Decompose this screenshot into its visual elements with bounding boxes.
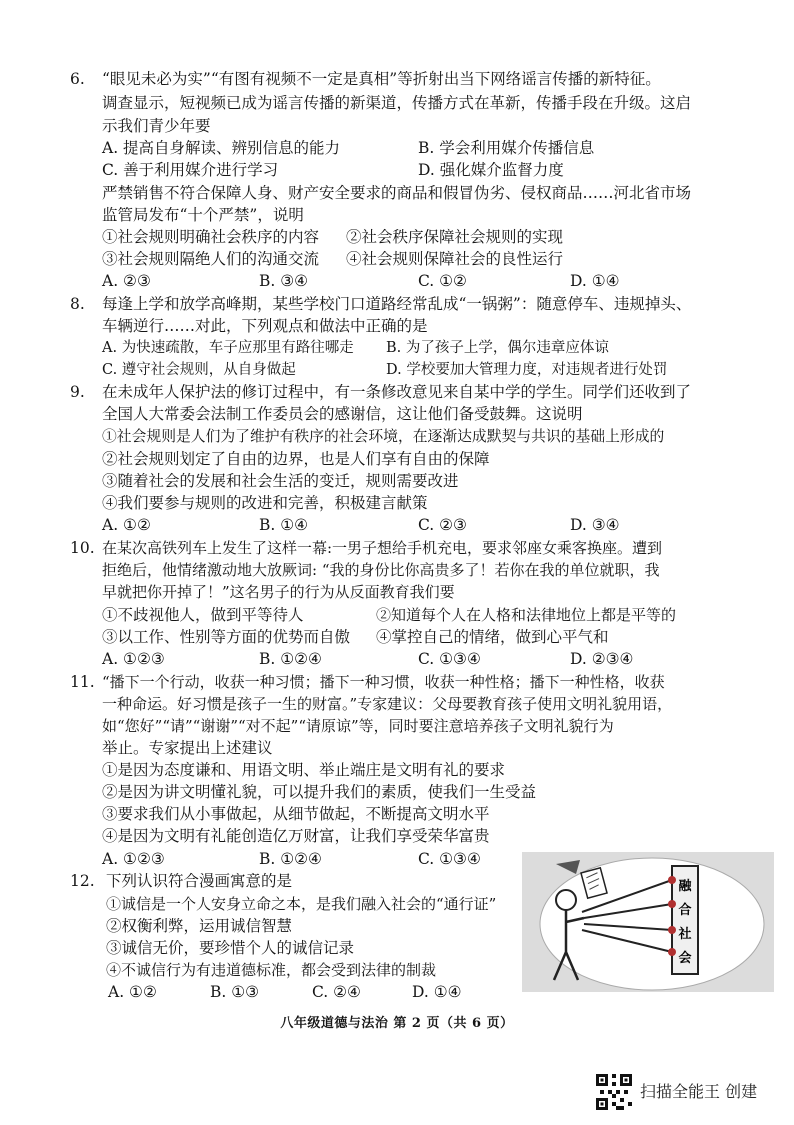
answer-option: D. ②③④ bbox=[570, 650, 634, 668]
statement: ③以工作、性别等方面的优势而自傲 bbox=[102, 628, 351, 646]
question-stem-line: 在未成年人保护法的修订过程中，有一条修改意见来自某中学的学生。同学们还收到了 bbox=[102, 383, 692, 401]
answer-option: D. 学校要加大管理力度，对违规者进行处罚 bbox=[386, 362, 668, 378]
answer-option: B. ①②④ bbox=[259, 850, 322, 868]
answer-option: C. 善于利用媒介进行学习 bbox=[102, 161, 279, 179]
answer-option: D. ①④ bbox=[412, 983, 462, 1001]
answer-option: C. 遵守社会规则，从自身做起 bbox=[102, 362, 296, 378]
question-stem-line: 监管局发布“十个严禁”，说明 bbox=[102, 206, 304, 224]
question-stem-line: “播下一个行动，收获一种习惯；播下一种习惯，收获一种性格；播下一种性格，收获 bbox=[102, 673, 665, 691]
question-number: 9. bbox=[70, 383, 85, 401]
question-stem-line: 在某次高铁列车上发生了这样一幕:一男子想给手机充电，要求邻座女乘客换座。遭到 bbox=[102, 539, 663, 557]
answer-option: B. ①④ bbox=[259, 516, 309, 534]
sign-char: 合 bbox=[678, 903, 692, 918]
statement: ①是因为态度谦和、用语文明、举止端庄是文明有礼的要求 bbox=[102, 761, 506, 779]
question-number: 6. bbox=[70, 70, 85, 88]
answer-option: A. ①②③ bbox=[102, 850, 165, 868]
sign-char: 会 bbox=[678, 951, 692, 966]
sign-char: 社 bbox=[678, 927, 692, 942]
question-stem-line: 一种命运。好习惯是孩子一生的财富。”专家建议：父母要教育孩子使用文明礼貌用语， bbox=[102, 695, 673, 713]
question-stem-line: 调查显示，短视频已成为谣言传播的新渠道，传播方式在革新，传播手段在升级。这启 bbox=[102, 94, 692, 112]
answer-option: C. ②④ bbox=[312, 983, 361, 1001]
statement: ②是因为讲文明懂礼貌，可以提升我们的素质，使我们一生受益 bbox=[102, 783, 537, 801]
question-stem-line: 车辆逆行……对此，下列观点和做法中正确的是 bbox=[102, 317, 428, 335]
answer-option: B. 学会利用媒介传播信息 bbox=[418, 139, 595, 157]
answer-option: A. 提高自身解读、辨别信息的能力 bbox=[102, 139, 341, 157]
answer-option: C. ①③④ bbox=[418, 850, 481, 868]
question-number: 12. bbox=[70, 872, 95, 890]
answer-option: C. ②③ bbox=[418, 516, 467, 534]
scanner-watermark: 扫描全能王 创建 bbox=[640, 1082, 758, 1101]
answer-option: C. ①③④ bbox=[418, 650, 481, 668]
question-stem-line: 每逢上学和放学高峰期，某些学校门口道路经常乱成“一锅粥”：随意停车、违规掉头、 bbox=[102, 295, 692, 313]
answer-option: A. ②③ bbox=[102, 272, 151, 290]
answer-option: D. ①④ bbox=[570, 272, 620, 290]
statement: ②权衡利弊，运用诚信智慧 bbox=[106, 917, 293, 935]
statement: ④掌控自己的情绪，做到心平气和 bbox=[376, 628, 609, 646]
question-stem-line: 全国人大常委会法制工作委员会的感谢信，这让他们备受鼓舞。这说明 bbox=[102, 405, 583, 423]
question-number: 11. bbox=[70, 673, 95, 691]
statement: ①社会规则明确社会秩序的内容 bbox=[102, 228, 320, 246]
answer-option: B. ①②④ bbox=[259, 650, 322, 668]
answer-option: C. ①② bbox=[418, 272, 467, 290]
question-stem-line: 下列认识符合漫画寓意的是 bbox=[106, 872, 293, 890]
sign-char: 融 bbox=[678, 879, 692, 894]
statement: ④不诚信行为有违道德标准，都会受到法律的制裁 bbox=[106, 961, 437, 979]
statement: ②社会规则划定了自由的边界，也是人们享有自由的保障 bbox=[102, 450, 490, 468]
statement: ①诚信是一个人安身立命之本，是我们融入社会的“通行证” bbox=[106, 895, 497, 913]
statement: ③社会规则隔绝人们的沟通交流 bbox=[102, 250, 320, 268]
statement: ②社会秩序保障社会规则的实现 bbox=[346, 228, 564, 246]
answer-option: B. ③④ bbox=[259, 272, 309, 290]
statement: ①不歧视他人，做到平等待人 bbox=[102, 606, 304, 624]
question-stem-line: 示我们青少年要 bbox=[102, 117, 211, 135]
cartoon-illustration bbox=[522, 852, 774, 992]
question-stem-line: 早就把你开掉了！”这名男子的行为从反面教育我们要 bbox=[102, 583, 455, 601]
answer-option: B. ①③ bbox=[210, 983, 260, 1001]
question-number: 10. bbox=[70, 539, 95, 557]
question-stem-line: 严禁销售不符合保障人身、财产安全要求的商品和假冒伪劣、侵权商品……河北省市场 bbox=[102, 184, 692, 202]
statement: ③随着社会的发展和社会生活的变迁，规则需要改进 bbox=[102, 472, 459, 490]
answer-option: A. ①②③ bbox=[102, 650, 165, 668]
answer-option: A. 为快速疏散，车子应那里有路往哪走 bbox=[102, 340, 354, 356]
answer-option: A. ①② bbox=[102, 516, 151, 534]
answer-option: A. ①② bbox=[108, 983, 157, 1001]
question-stem-line: 拒绝后，他情绪激动地大放厥词: “我的身份比你高贵多了！若你在我的单位就职，我 bbox=[102, 561, 660, 579]
statement: ①社会规则是人们为了维护有秩序的社会环境，在逐渐达成默契与共识的基础上形成的 bbox=[102, 428, 665, 445]
answer-option: D. 强化媒介监督力度 bbox=[418, 161, 564, 179]
statement: ④是因为文明有礼能创造亿万财富，让我们享受荣华富贵 bbox=[102, 827, 490, 845]
question-stem-line: “眼见未必为实”“有图有视频不一定是真相”等折射出当下网络谣言传播的新特征。 bbox=[102, 70, 661, 88]
question-number: 8. bbox=[70, 295, 85, 313]
statement: ③要求我们从小事做起，从细节做起，不断提高文明水平 bbox=[102, 805, 490, 823]
statement: ④社会规则保障社会的良性运行 bbox=[346, 250, 564, 268]
answer-option: D. ③④ bbox=[570, 516, 620, 534]
statement: ④我们要参与规则的改进和完善，积极建言献策 bbox=[102, 494, 428, 512]
qr-code-icon bbox=[596, 1074, 632, 1110]
page-footer: 八年级道德与法治 第 2 页（共 6 页） bbox=[280, 1016, 514, 1031]
question-stem-line: 如“您好”“请”“谢谢”“对不起”“请原谅”等，同时要注意培养孩子文明礼貌行为 bbox=[102, 717, 614, 735]
answer-option: B. 为了孩子上学，偶尔违章应体谅 bbox=[386, 340, 609, 356]
statement: ③诚信无价，要珍惜个人的诚信记录 bbox=[106, 939, 355, 957]
question-stem-line: 举止。专家提出上述建议 bbox=[102, 739, 273, 757]
statement: ②知道每个人在人格和法律地位上都是平等的 bbox=[376, 606, 677, 624]
